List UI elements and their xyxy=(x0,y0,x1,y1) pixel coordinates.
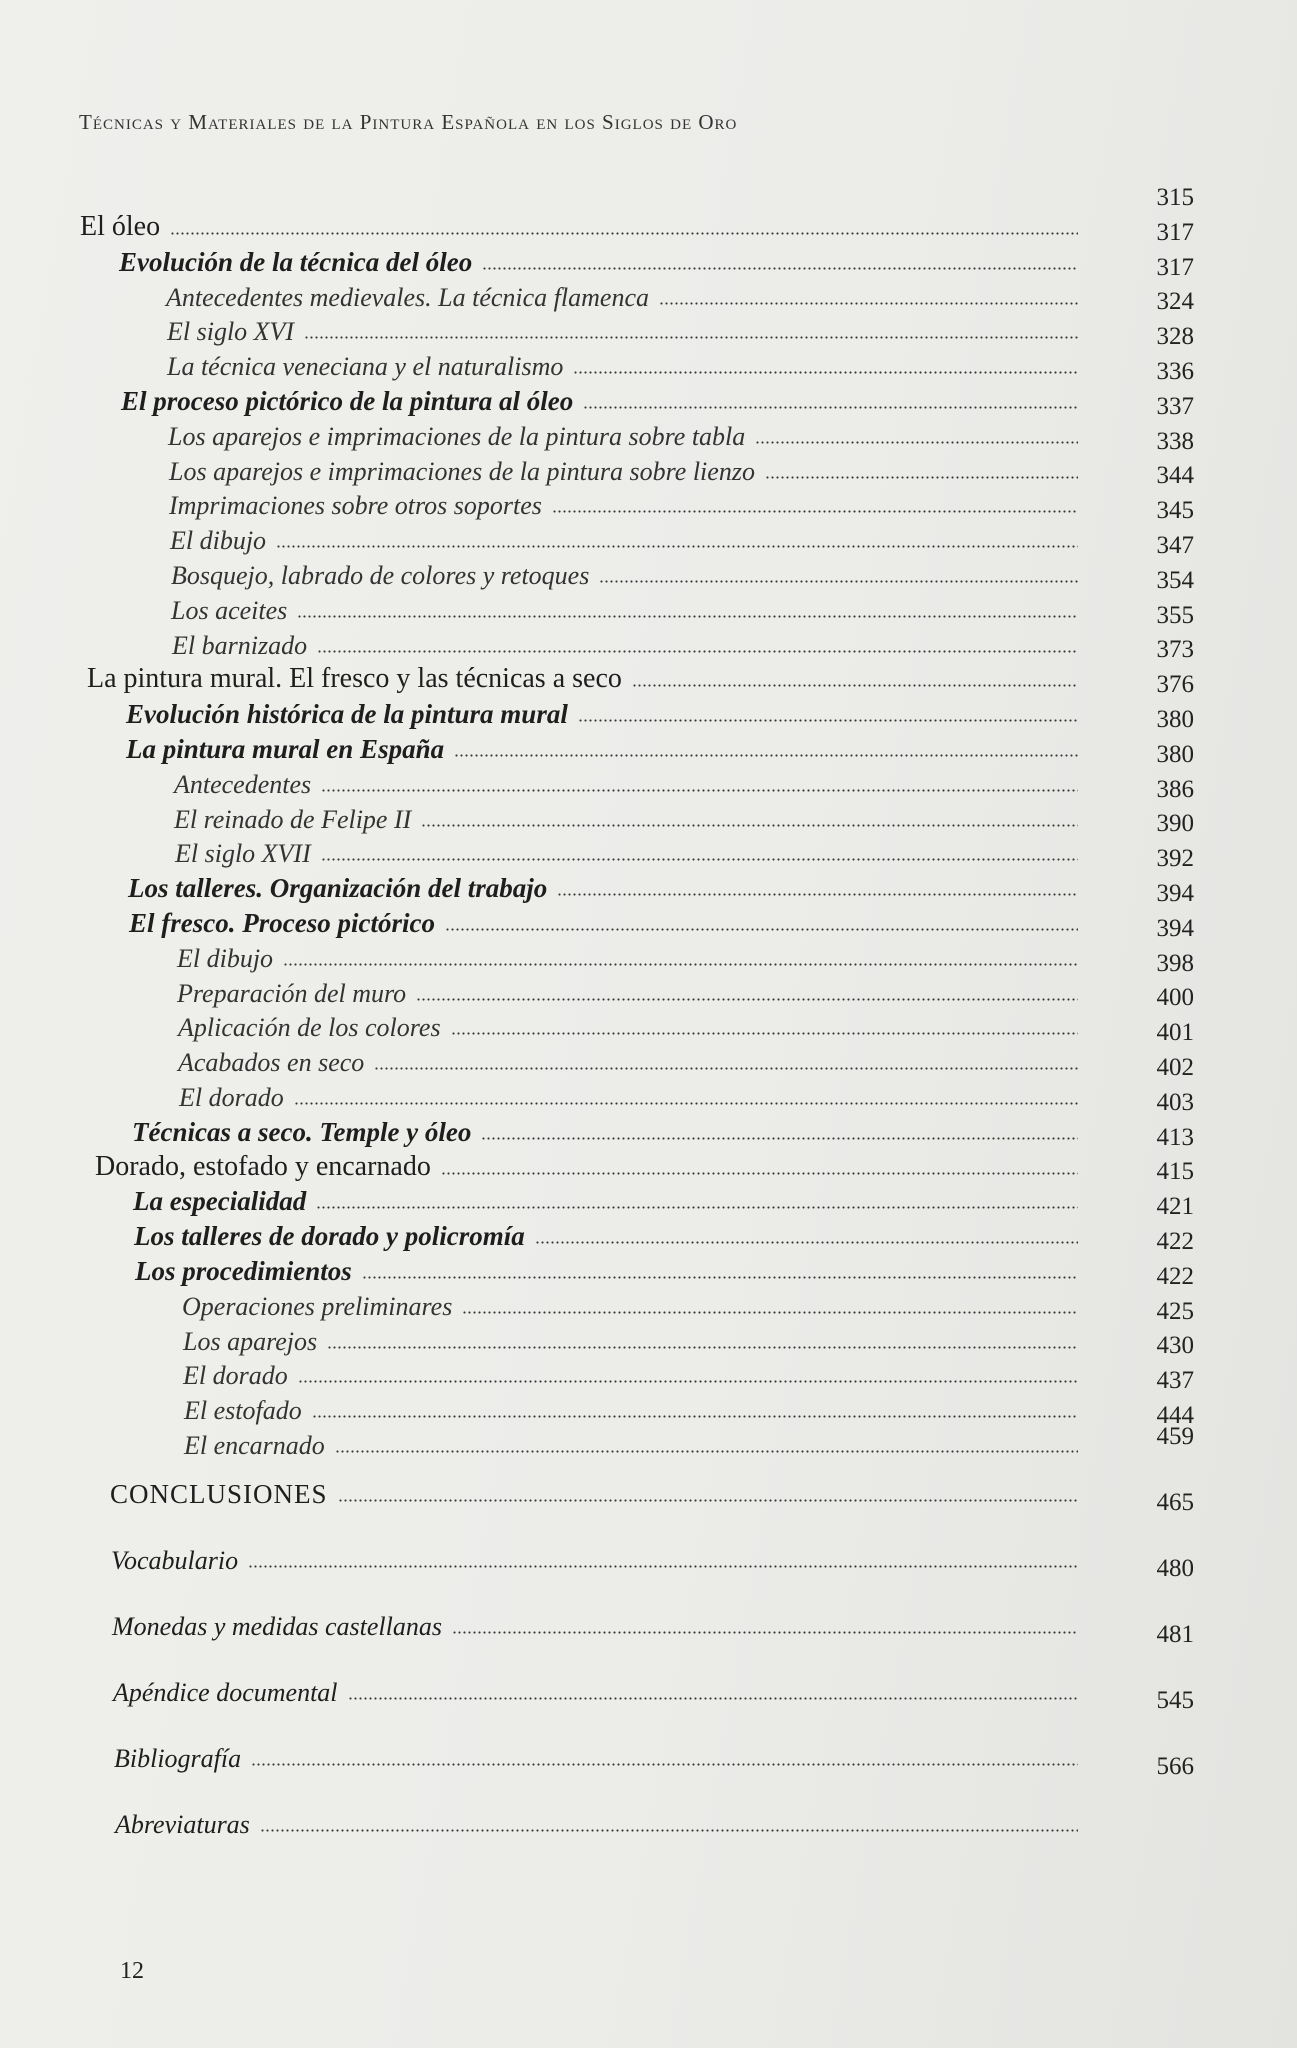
toc-entry-title: El siglo XVI xyxy=(167,317,295,347)
dot-leader xyxy=(451,1032,1078,1035)
dot-leader xyxy=(632,684,1078,687)
toc-entry-title: Los procedimientos xyxy=(135,1256,352,1286)
toc-entry-page: 481 xyxy=(1156,1621,1194,1648)
dot-leader xyxy=(659,302,1078,305)
toc-entry-page: 338 xyxy=(1156,427,1194,455)
toc-entry-title: El estofado xyxy=(184,1396,302,1426)
dot-leader xyxy=(599,580,1078,583)
toc-entry-page: 422 xyxy=(1156,1262,1194,1290)
toc-entry-page: 430 xyxy=(1156,1332,1194,1360)
dot-leader xyxy=(327,1346,1078,1349)
toc-entry-page: 380 xyxy=(1156,706,1194,733)
dot-leader xyxy=(416,998,1078,1001)
toc-entry-title: El siglo XVII xyxy=(175,839,311,869)
toc-entry-title: Bibliografía xyxy=(114,1744,242,1773)
toc-entry-title: El dorado xyxy=(179,1083,284,1112)
toc-entry-title: El dibujo xyxy=(177,943,274,973)
toc-entry-title: Operaciones preliminares xyxy=(182,1291,453,1321)
dot-leader xyxy=(445,928,1078,931)
toc-entry-title: Antecedentes xyxy=(174,769,312,799)
toc-entry-page: 465 xyxy=(1156,1489,1194,1516)
dot-leader xyxy=(462,1311,1078,1314)
dot-leader xyxy=(481,1137,1078,1140)
dot-leader xyxy=(321,789,1078,792)
toc-entry-page: 480 xyxy=(1156,1555,1194,1582)
toc-entry-title: Los aceites xyxy=(171,595,288,625)
toc-entry-page: 337 xyxy=(1156,392,1194,420)
toc-entry-page: 401 xyxy=(1156,1019,1194,1047)
dot-leader xyxy=(316,1206,1078,1209)
toc-entry-page: 421 xyxy=(1156,1193,1194,1221)
toc-entry-page: 386 xyxy=(1156,775,1194,803)
toc-entry-title: Imprimaciones sobre otros soportes xyxy=(169,491,542,521)
dot-leader xyxy=(578,719,1078,722)
toc-entry-title: La pintura mural. El fresco y las técnicas a seco xyxy=(87,663,622,695)
dot-leader xyxy=(294,1102,1078,1105)
page-number: 12 xyxy=(120,1958,144,1984)
toc-entry-title: Evolución de la técnica del óleo xyxy=(119,246,473,277)
toc-entry xyxy=(0,218,1297,277)
toc-entry-page: 347 xyxy=(1156,532,1194,559)
toc-entry-title: El encarnado xyxy=(184,1431,325,1460)
dot-leader xyxy=(573,371,1078,374)
dot-leader xyxy=(557,893,1078,896)
dot-leader xyxy=(454,754,1078,757)
toc-entry-page: 317 xyxy=(1156,218,1194,246)
toc-entry-title: Monedas y medidas castellanas xyxy=(112,1612,443,1641)
toc-entry-title: El dibujo xyxy=(170,526,267,556)
dot-leader xyxy=(482,267,1078,270)
toc-entry-page: 315 xyxy=(1156,184,1194,211)
dot-leader xyxy=(297,615,1078,618)
dot-leader xyxy=(452,1631,1078,1634)
dot-leader xyxy=(304,336,1078,339)
toc-entry-title: El óleo xyxy=(80,211,161,242)
toc-entry-page: 373 xyxy=(1156,636,1194,664)
toc-entry-title: Preparación del muro xyxy=(177,978,407,1008)
toc-entry-title: El dorado xyxy=(183,1361,288,1391)
toc-entry-page: 437 xyxy=(1156,1367,1194,1395)
toc-entry-title: Los aparejos e imprimaciones de la pintura sobre lienzo xyxy=(169,456,755,486)
toc-entry-title: Los talleres de dorado y policromía xyxy=(134,1221,525,1252)
toc-entry-title: Antecedentes medievales. La técnica flamenca xyxy=(166,282,649,312)
toc-entry-title: Abreviaturas xyxy=(115,1810,250,1839)
toc-entry-page: 398 xyxy=(1156,949,1194,977)
running-head: Técnicas y Materiales de la Pintura Española en los Siglos de Oro xyxy=(79,110,738,134)
toc-entry-title: Acabados en seco xyxy=(178,1048,365,1078)
dot-leader xyxy=(317,650,1078,653)
dot-leader xyxy=(321,858,1078,861)
toc-entry-page: 403 xyxy=(1156,1088,1194,1116)
toc-entry-title: Dorado, estofado y encarnado xyxy=(95,1150,431,1182)
toc-entry-title: CONCLUSIONES xyxy=(110,1479,328,1509)
toc-entry-page: 324 xyxy=(1156,288,1194,316)
toc-entry-page: 425 xyxy=(1156,1297,1194,1325)
toc-entry-page: 422 xyxy=(1156,1228,1194,1255)
toc-entry-title: La técnica veneciana y el naturalismo xyxy=(167,352,564,382)
dot-leader xyxy=(552,510,1078,513)
toc-entry-page: 415 xyxy=(1156,1158,1194,1186)
toc-entry-title: Los aparejos xyxy=(183,1326,318,1356)
toc-entry-page: 444 xyxy=(1156,1402,1194,1429)
toc-entry-title: Apéndice documental xyxy=(113,1678,338,1707)
dot-leader xyxy=(362,1276,1078,1279)
toc-entry xyxy=(0,184,1297,242)
toc-entry-page: 376 xyxy=(1156,671,1194,699)
toc-entry-page: 392 xyxy=(1156,845,1194,873)
dot-leader xyxy=(421,824,1078,827)
toc-entry-title: El reinado de Felipe II xyxy=(174,804,412,834)
toc-entry-page: 328 xyxy=(1156,323,1194,351)
toc-entry-page: 317 xyxy=(1156,253,1194,281)
toc-entry-title: Bosquejo, labrado de colores y retoques xyxy=(171,561,590,590)
toc-entry-page: 355 xyxy=(1156,601,1194,629)
dot-leader xyxy=(338,1499,1078,1502)
toc-entry-title: La pintura mural en España xyxy=(126,734,445,764)
toc-entry-page: 545 xyxy=(1156,1687,1194,1714)
toc-entry-title: Evolución histórica de la pintura mural xyxy=(126,699,568,730)
dot-leader xyxy=(298,1380,1078,1383)
dot-leader xyxy=(755,441,1078,444)
toc-entry-title: Los talleres. Organización del trabajo xyxy=(128,873,548,904)
toc-entry-page: 390 xyxy=(1156,810,1194,838)
toc-entry-page: 402 xyxy=(1156,1054,1194,1081)
toc-entry-page: 354 xyxy=(1156,566,1194,594)
toc-entry-page: 394 xyxy=(1156,914,1194,942)
dot-leader xyxy=(441,1172,1078,1175)
dot-leader xyxy=(312,1415,1078,1418)
toc-entry-title: El proceso pictórico de la pintura al óleo xyxy=(121,386,574,416)
dot-leader xyxy=(170,232,1078,235)
dot-leader xyxy=(251,1763,1078,1766)
dot-leader xyxy=(583,406,1078,409)
toc-entry-title: Vocabulario xyxy=(111,1546,239,1575)
dot-leader xyxy=(374,1067,1078,1070)
toc-entry-page: 394 xyxy=(1156,880,1194,907)
toc-entry-page: 380 xyxy=(1156,740,1194,768)
dot-leader xyxy=(260,1829,1078,1832)
dot-leader xyxy=(535,1241,1078,1244)
dot-leader xyxy=(276,545,1078,548)
dot-leader xyxy=(283,963,1078,966)
toc-entry-page: 336 xyxy=(1156,358,1194,385)
toc-entry-title: El barnizado xyxy=(172,630,308,660)
toc-entry-title: Los aparejos e imprimaciones de la pintura sobre tabla xyxy=(168,421,746,451)
dot-leader xyxy=(765,476,1078,479)
toc-entry-page: 413 xyxy=(1156,1123,1194,1151)
toc-entry-page: 400 xyxy=(1156,984,1194,1012)
toc-entry-page: 345 xyxy=(1156,497,1194,525)
toc-entry-page: 459 xyxy=(1156,1423,1194,1450)
dot-leader xyxy=(348,1697,1078,1700)
toc-entry-title: Aplicación de los colores xyxy=(178,1013,441,1043)
toc-entry-title: El fresco. Proceso pictórico xyxy=(129,908,435,938)
dot-leader xyxy=(335,1450,1078,1453)
toc-entry-title: Técnicas a seco. Temple y óleo xyxy=(132,1116,472,1147)
toc-entry-page: 344 xyxy=(1156,462,1194,490)
toc-entry-page: 566 xyxy=(1156,1753,1194,1780)
toc-entry-title: La especialidad xyxy=(133,1186,307,1217)
dot-leader xyxy=(248,1565,1078,1568)
